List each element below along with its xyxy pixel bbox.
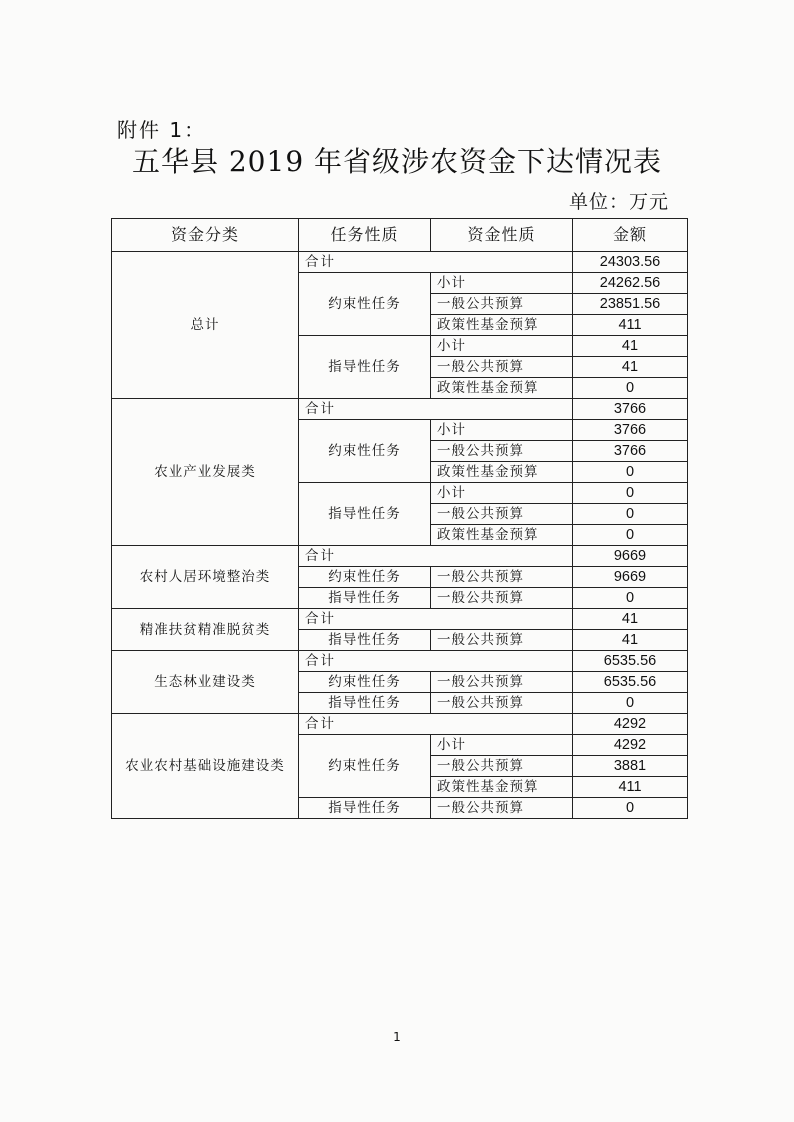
fund-nature: 一般公共预算 — [431, 672, 573, 693]
task-type: 指导性任务 — [299, 630, 431, 651]
attachment-label: 附件 1： — [117, 118, 207, 142]
fund-nature: 政策性基金预算 — [431, 378, 573, 399]
amount: 0 — [573, 378, 688, 399]
amount: 24262.56 — [573, 273, 688, 294]
total-label: 合计 — [299, 252, 573, 273]
table-row — [112, 546, 688, 567]
total-label: 合计 — [299, 399, 573, 420]
fund-nature: 一般公共预算 — [431, 693, 573, 714]
amount: 3766 — [573, 420, 688, 441]
table-row — [112, 252, 688, 273]
table-row — [112, 651, 688, 672]
fund-nature: 政策性基金预算 — [431, 777, 573, 798]
total-label: 合计 — [299, 651, 573, 672]
task-type: 指导性任务 — [299, 693, 431, 714]
amount: 411 — [573, 315, 688, 336]
amount: 3881 — [573, 756, 688, 777]
page-number: 1 — [393, 1030, 401, 1044]
table-row — [112, 609, 688, 630]
amount: 0 — [573, 693, 688, 714]
total-amount: 24303.56 — [573, 252, 688, 273]
category-name: 精准扶贫精准脱贫类 — [112, 609, 299, 651]
unit-label: 单位：万元 — [568, 191, 669, 213]
fund-nature: 政策性基金预算 — [431, 525, 573, 546]
fund-nature: 一般公共预算 — [431, 630, 573, 651]
fund-nature: 小计 — [431, 273, 573, 294]
fund-nature: 小计 — [431, 420, 573, 441]
amount: 4292 — [573, 735, 688, 756]
table-row — [112, 399, 688, 420]
fund-nature: 政策性基金预算 — [431, 462, 573, 483]
amount: 41 — [573, 336, 688, 357]
category-name: 农村人居环境整治类 — [112, 546, 299, 609]
total-label: 合计 — [299, 714, 573, 735]
document-title: 五华县 2019 年省级涉农资金下达情况表 — [131, 145, 663, 178]
task-type: 指导性任务 — [299, 588, 431, 609]
category-name: 农业农村基础设施建设类 — [112, 714, 299, 819]
funding-table-body — [112, 219, 688, 819]
fund-nature: 政策性基金预算 — [431, 315, 573, 336]
fund-nature: 一般公共预算 — [431, 588, 573, 609]
fund-nature: 一般公共预算 — [431, 294, 573, 315]
category-name: 生态林业建设类 — [112, 651, 299, 714]
fund-nature: 小计 — [431, 336, 573, 357]
task-type: 指导性任务 — [299, 483, 431, 546]
amount: 0 — [573, 798, 688, 819]
total-amount: 6535.56 — [573, 651, 688, 672]
amount: 0 — [573, 483, 688, 504]
task-type: 约束性任务 — [299, 672, 431, 693]
fund-nature: 小计 — [431, 483, 573, 504]
task-type: 约束性任务 — [299, 567, 431, 588]
task-type: 约束性任务 — [299, 735, 431, 798]
amount: 0 — [573, 588, 688, 609]
fund-nature: 一般公共预算 — [431, 756, 573, 777]
category-name: 农业产业发展类 — [112, 399, 299, 546]
amount: 0 — [573, 504, 688, 525]
amount: 41 — [573, 630, 688, 651]
task-type: 指导性任务 — [299, 336, 431, 399]
amount: 9669 — [573, 567, 688, 588]
fund-nature: 一般公共预算 — [431, 567, 573, 588]
header-category: 资金分类 — [112, 219, 299, 252]
amount: 6535.56 — [573, 672, 688, 693]
amount: 3766 — [573, 441, 688, 462]
fund-nature: 小计 — [431, 735, 573, 756]
fund-nature: 一般公共预算 — [431, 441, 573, 462]
fund-nature: 一般公共预算 — [431, 798, 573, 819]
task-type: 指导性任务 — [299, 798, 431, 819]
total-label: 合计 — [299, 546, 573, 567]
task-type: 约束性任务 — [299, 273, 431, 336]
amount: 411 — [573, 777, 688, 798]
header-amount: 金额 — [573, 219, 688, 252]
amount: 23851.56 — [573, 294, 688, 315]
fund-nature: 一般公共预算 — [431, 504, 573, 525]
amount: 0 — [573, 525, 688, 546]
header-task-type: 任务性质 — [299, 219, 431, 252]
total-amount: 3766 — [573, 399, 688, 420]
funding-table — [111, 218, 688, 819]
category-name: 总计 — [112, 252, 299, 399]
amount: 41 — [573, 357, 688, 378]
total-amount: 4292 — [573, 714, 688, 735]
total-amount: 9669 — [573, 546, 688, 567]
header-fund-type: 资金性质 — [431, 219, 573, 252]
table-row — [112, 714, 688, 735]
fund-nature: 一般公共预算 — [431, 357, 573, 378]
task-type: 约束性任务 — [299, 420, 431, 483]
total-amount: 41 — [573, 609, 688, 630]
amount: 0 — [573, 462, 688, 483]
total-label: 合计 — [299, 609, 573, 630]
table-header-row — [112, 219, 688, 252]
